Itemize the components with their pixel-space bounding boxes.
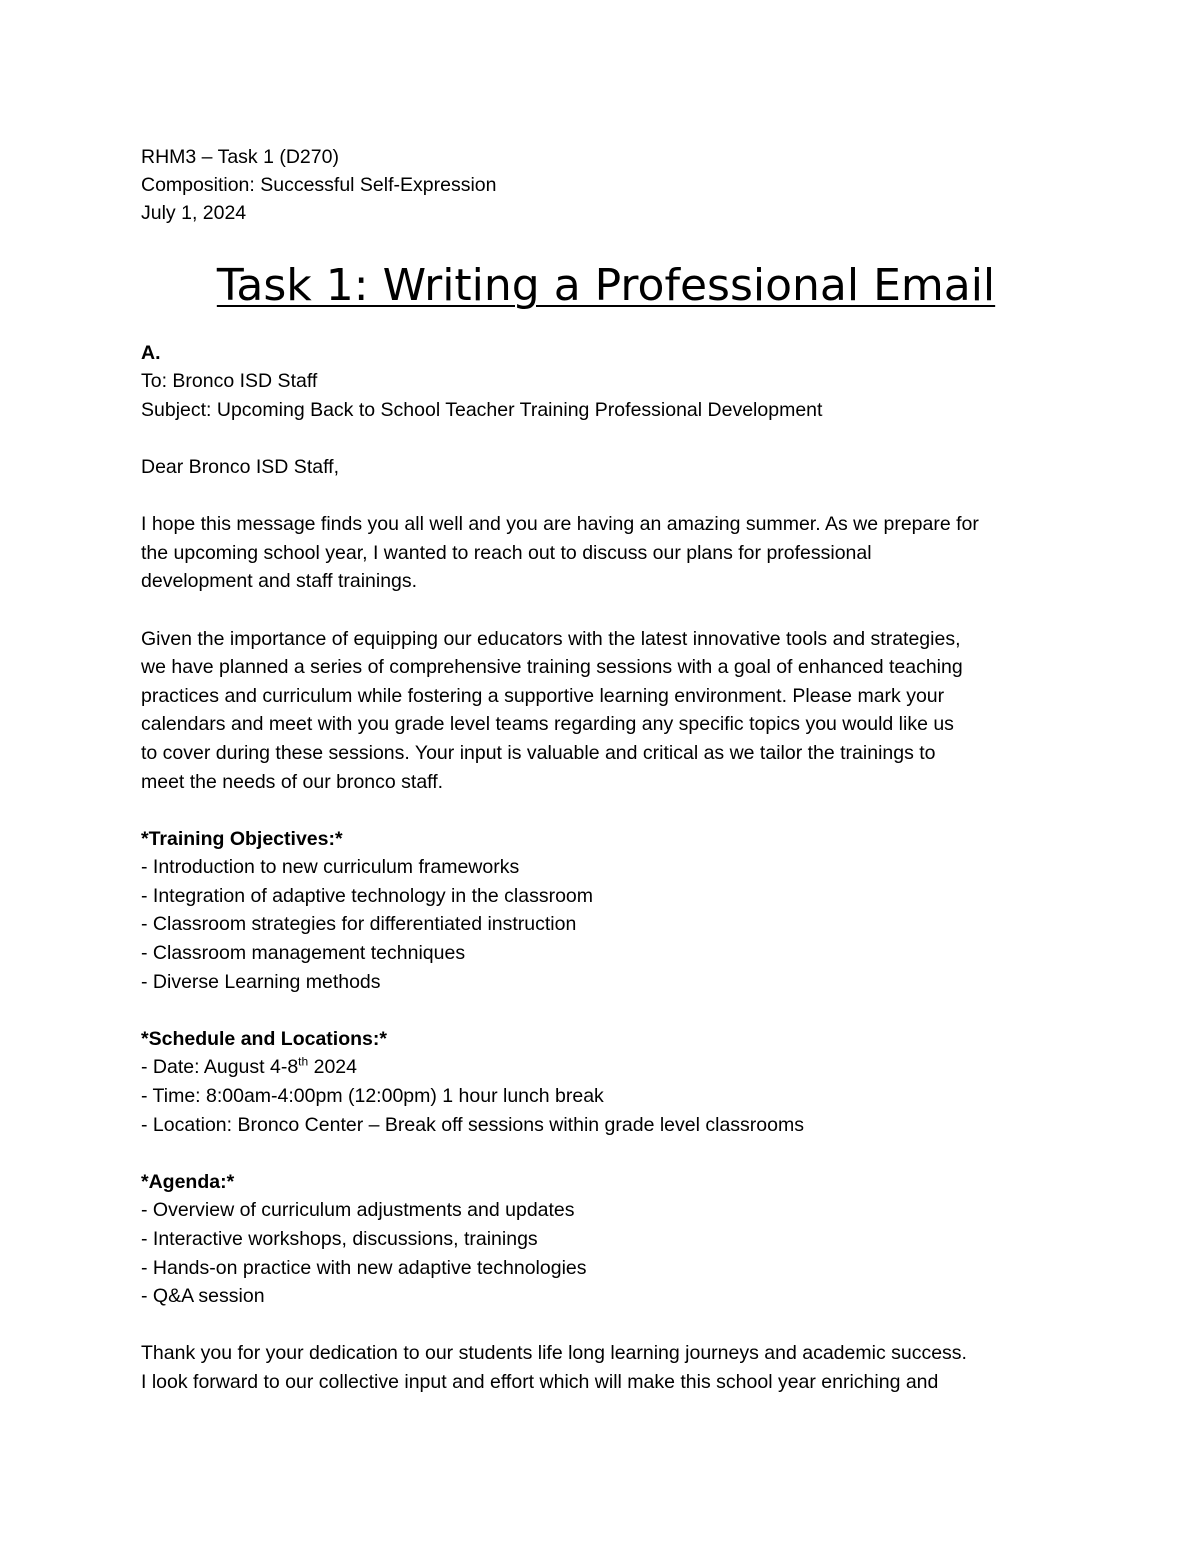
spacer <box>141 1139 1071 1168</box>
paragraph-line: the upcoming school year, I wanted to reach out to discuss our plans for professional <box>141 541 872 564</box>
agenda-list <box>141 1196 1071 1310</box>
schedule-date-ordinal: th <box>298 1054 309 1069</box>
paragraph-line: to cover during these sessions. Your input is valuable and critical as we tailor the trainings to <box>141 741 936 764</box>
agenda-heading: *Agenda:* <box>141 1170 235 1193</box>
paragraph-intro <box>141 510 1071 596</box>
schedule-date <box>141 1053 1071 1082</box>
list-item: - Overview of curriculum adjustments and updates <box>141 1199 575 1222</box>
schedule-location: - Location: Bronco Center – Break off sessions within grade level classrooms <box>141 1113 804 1136</box>
spacer <box>141 996 1071 1025</box>
email-to: To: Bronco ISD Staff <box>141 370 318 393</box>
schedule-date-year: 2024 <box>308 1056 357 1079</box>
paragraph-line: Given the importance of equipping our educators with the latest innovative tools and strategies, <box>141 627 961 650</box>
list-item: - Hands-on practice with new adaptive technologies <box>141 1256 587 1279</box>
paragraph-line: meet the needs of our bronco staff. <box>141 770 444 793</box>
header-course: RHM3 – Task 1 (D270) <box>141 146 339 168</box>
email-subject: Subject: Upcoming Back to School Teacher Training Professional Development <box>141 398 823 421</box>
document-title: Task 1: Writing a Professional Email <box>216 259 996 311</box>
spacer <box>141 482 1071 511</box>
schedule-time: - Time: 8:00am-4:00pm (12:00pm) 1 hour lunch break <box>141 1085 604 1108</box>
section-label: A. <box>141 341 161 364</box>
list-item: - Integration of adaptive technology in the classroom <box>141 884 594 907</box>
header-date: July 1, 2024 <box>141 202 247 225</box>
paragraph-line: Thank you for your dedication to our students life long learning journeys and academic success. <box>141 1342 967 1365</box>
paragraph-line: development and staff trainings. <box>141 570 418 593</box>
paragraph-line: practices and curriculum while fostering a supportive learning environment. Please mark your <box>141 684 945 707</box>
document-content <box>141 143 1071 1397</box>
spacer <box>141 424 1071 453</box>
paragraph-details <box>141 625 1071 797</box>
email-greeting: Dear Bronco ISD Staff, <box>141 455 339 478</box>
list-item: - Diverse Learning methods <box>141 970 381 993</box>
paragraph-line: we have planned a series of comprehensive training sessions with a goal of enhanced teaching <box>141 656 963 679</box>
spacer <box>141 596 1071 625</box>
paragraph-line: I look forward to our collective input and effort which will make this school year enriching and <box>141 1370 939 1393</box>
paragraph-line: calendars and meet with you grade level teams regarding any specific topics you would like us <box>141 713 954 736</box>
schedule-date-text: - Date: August 4-8 <box>141 1056 299 1079</box>
list-item: - Classroom management techniques <box>141 942 466 965</box>
paragraph-closing <box>141 1339 1071 1396</box>
spacer <box>141 1311 1071 1340</box>
document-header <box>141 143 1071 228</box>
schedule-list <box>141 1053 1071 1139</box>
objectives-heading: *Training Objectives:* <box>141 827 343 850</box>
list-item: - Q&A session <box>141 1285 265 1308</box>
list-item: - Interactive workshops, discussions, trainings <box>141 1228 538 1251</box>
schedule-heading: *Schedule and Locations:* <box>141 1027 387 1050</box>
list-item: - Classroom strategies for differentiated instruction <box>141 913 577 936</box>
paragraph-line: I hope this message finds you all well and you are having an amazing summer. As we prepare for <box>141 513 979 536</box>
spacer <box>141 796 1071 825</box>
list-item: - Introduction to new curriculum frameworks <box>141 856 520 879</box>
header-composition: Composition: Successful Self-Expression <box>141 174 497 197</box>
objectives-list <box>141 853 1071 996</box>
